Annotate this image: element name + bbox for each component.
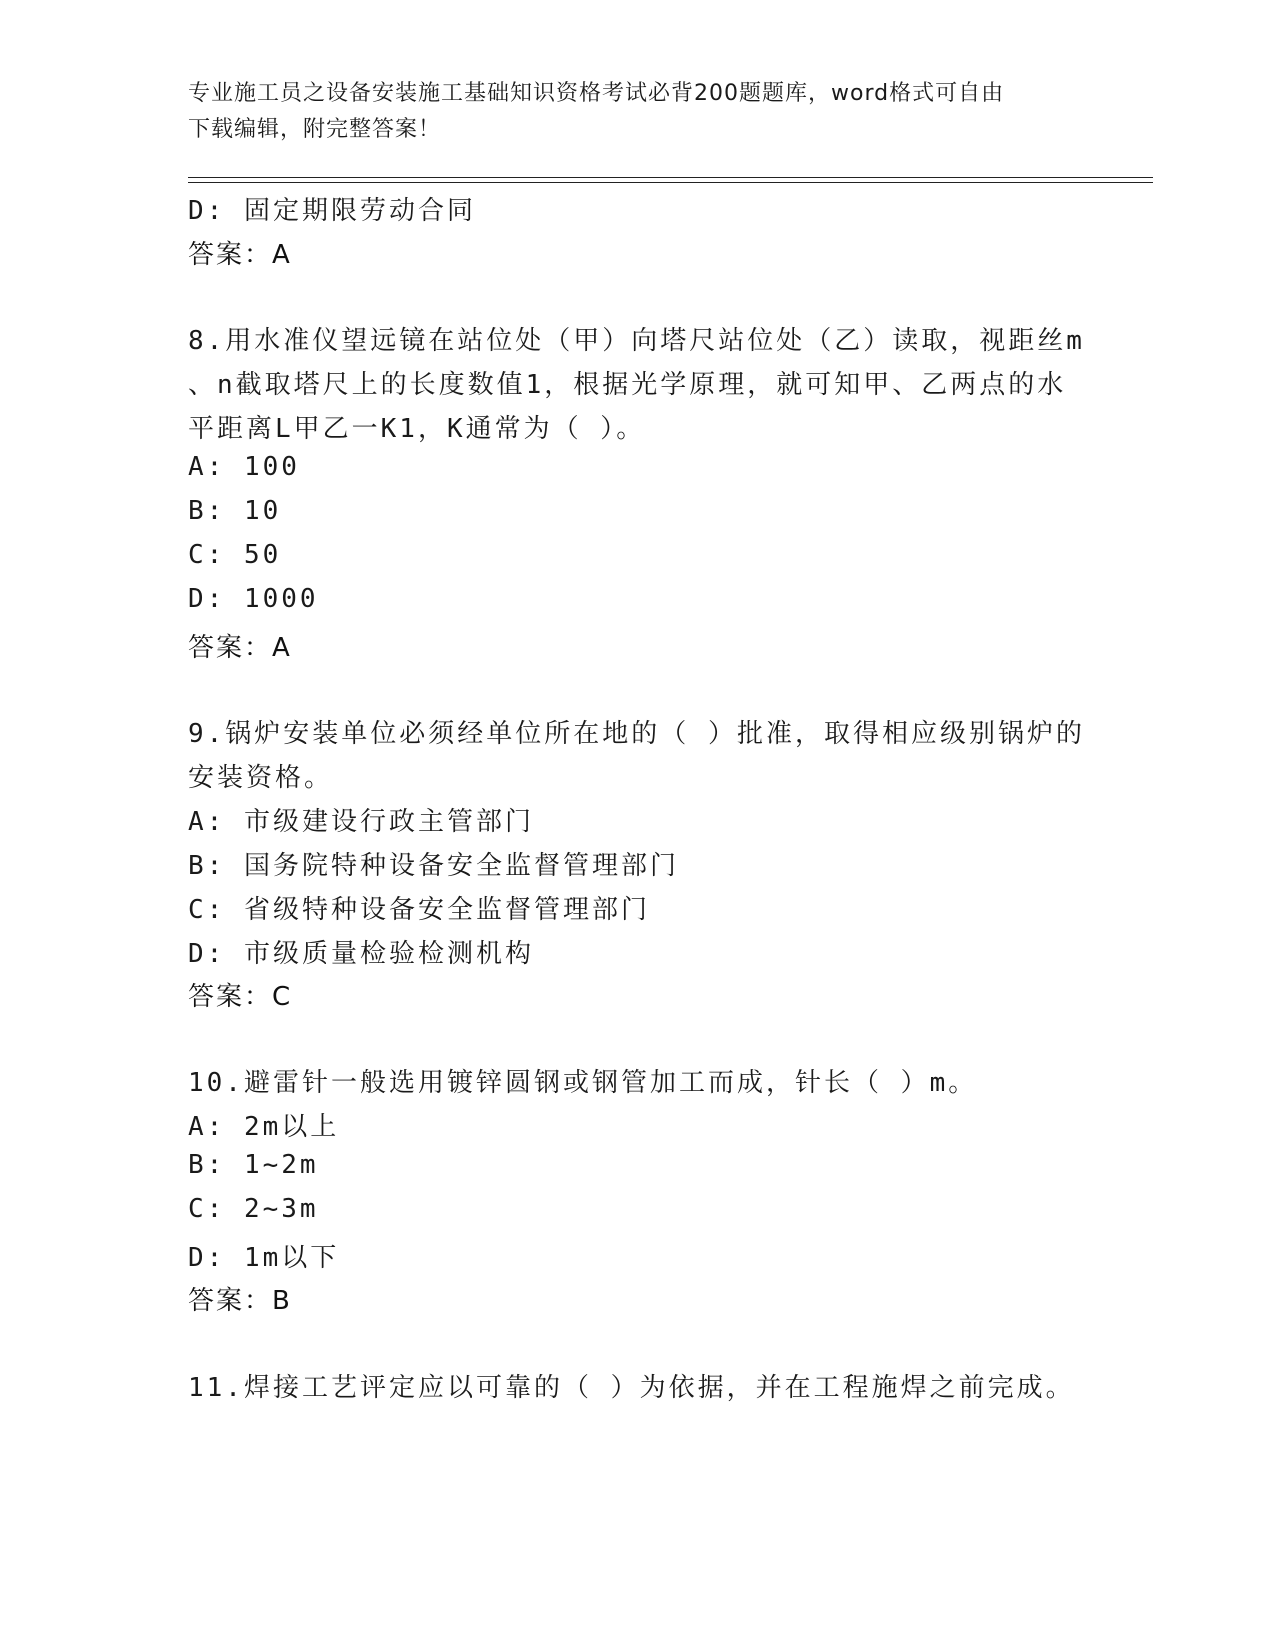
q11-text-line-1: 11.焊接工艺评定应以可靠的（ ）为依据，并在工程施焊之前完成。 (188, 1373, 1075, 1403)
q9-text-line-2: 安装资格。 (188, 763, 334, 793)
q8-option-b: B: 10 (188, 496, 282, 526)
q9-option-a: A: 市级建设行政主管部门 (188, 807, 534, 837)
q10-option-d: D: 1m以下 (188, 1243, 340, 1273)
q8-option-c: C: 50 (188, 540, 282, 570)
q9-text-line-1: 9.锅炉安装单位必须经单位所在地的（ ）批准，取得相应级别锅炉的 (188, 719, 1085, 749)
q9-option-b: B: 国务院特种设备安全监督管理部门 (188, 851, 679, 881)
header-line-2: 下载编辑，附完整答案！ (188, 117, 442, 142)
q9-answer: 答案：C (188, 982, 293, 1012)
q8-option-d: D: 1000 (188, 584, 319, 614)
q8-option-a: A: 100 (188, 452, 300, 482)
header-divider-bottom (188, 182, 1153, 183)
q10-option-c: C: 2~3m (188, 1194, 319, 1224)
q8-text-line-3: 平距离L甲乙一K1，K通常为（ ）。 (188, 414, 646, 444)
header-divider-top (188, 177, 1153, 178)
document-header (188, 76, 1088, 148)
q10-option-b: B: 1~2m (188, 1150, 319, 1180)
q10-text-line-1: 10.避雷针一般选用镀锌圆钢或钢管加工而成，针长（ ）m。 (188, 1068, 978, 1098)
prev-option-d: D: 固定期限劳动合同 (188, 196, 476, 226)
q8-answer: 答案：A (188, 633, 292, 663)
q9-option-d: D: 市级质量检验检测机构 (188, 939, 534, 969)
header-line-1: 专业施工员之设备安装施工基础知识资格考试必背200题题库，word格式可自由 (188, 81, 1005, 106)
q10-option-a: A: 2m以上 (188, 1112, 340, 1142)
q10-answer: 答案：B (188, 1286, 292, 1316)
q8-text-line-1: 8.用水准仪望远镜在站位处（甲）向塔尺站位处（乙）读取，视距丝m (188, 326, 1085, 356)
q8-text-line-2: 、n截取塔尺上的长度数值1，根据光学原理，就可知甲、乙两点的水 (188, 370, 1067, 400)
q9-option-c: C: 省级特种设备安全监督管理部门 (188, 895, 650, 925)
prev-answer: 答案：A (188, 240, 292, 270)
